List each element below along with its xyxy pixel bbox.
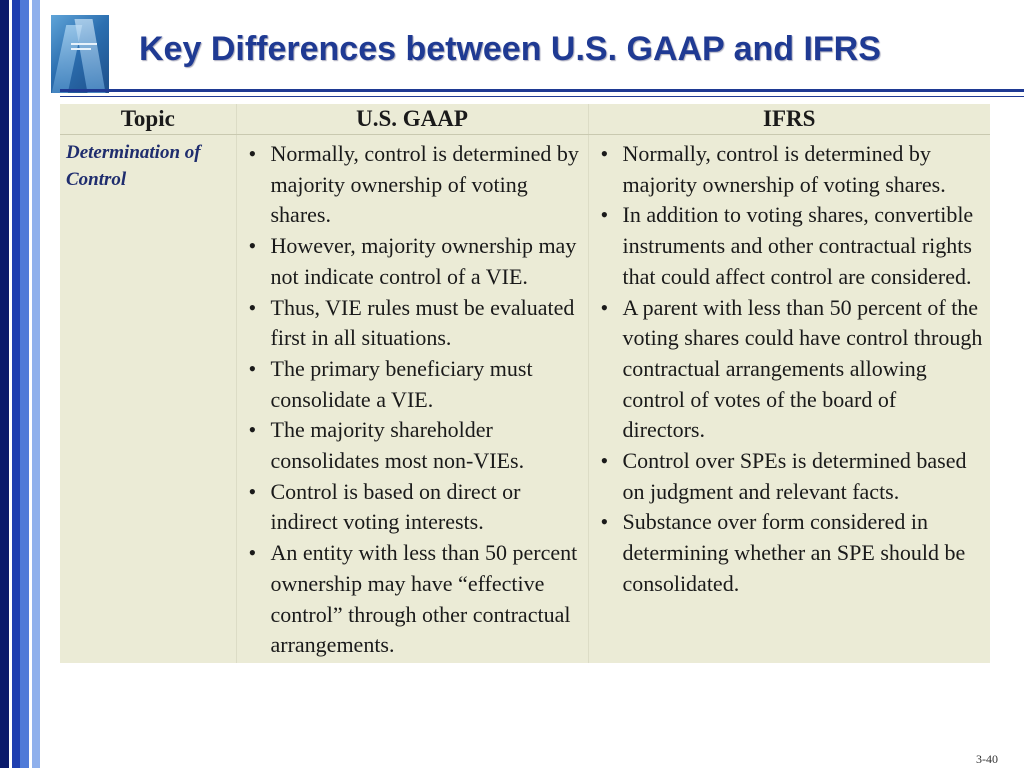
ifrs-cell [588,135,990,663]
page-number: 3-40 [976,752,998,766]
title-rule [60,89,1024,92]
list-item: • An entity with less than 50 percent ownership may have “effective control” through other contractual arrangements. [243,538,582,661]
header-ifrs: IFRS [588,104,990,135]
comparison-table [60,104,990,663]
list-item: • The majority shareholder consolidates most non-VIEs. [243,415,582,476]
list-item: • Normally, control is determined by majority ownership of voting shares. [243,139,582,231]
topic-cell: Determination of Control [66,142,201,190]
list-item: • Thus, VIE rules must be evaluated first in all situations. [243,293,582,354]
list-item: • A parent with less than 50 percent of the voting shares could have control through contractual arrangements allowing control of votes of the board of directors. [595,293,985,447]
list-item: • However, majority ownership may not indicate control of a VIE. [243,231,582,292]
header-us-gaap: U.S. GAAP [236,104,588,135]
header-topic: Topic [60,104,236,135]
left-decorative-stripes [0,0,44,768]
book-cover-image [51,15,109,93]
list-item: • The primary beneficiary must consolidate a VIE. [243,354,582,415]
table-header-row [60,104,990,135]
list-item: • Control over SPEs is determined based on judgment and relevant facts. [595,446,985,507]
list-item: • Normally, control is determined by majority ownership of voting shares. [595,139,985,200]
list-item: • In addition to voting shares, convertible instruments and other contractual rights that could affect control are considered. [595,200,985,292]
list-item: • Control is based on direct or indirect voting interests. [243,477,582,538]
list-item: • Substance over form considered in determining whether an SPE should be consolidated. [595,507,985,599]
table-row [60,135,990,663]
gaap-bullet-list [243,139,582,661]
gaap-cell [236,135,588,663]
title-rule-thin [60,96,1024,97]
ifrs-bullet-list [595,139,985,600]
slide-title: Key Differences between U.S. GAAP and IFRS [139,30,881,68]
